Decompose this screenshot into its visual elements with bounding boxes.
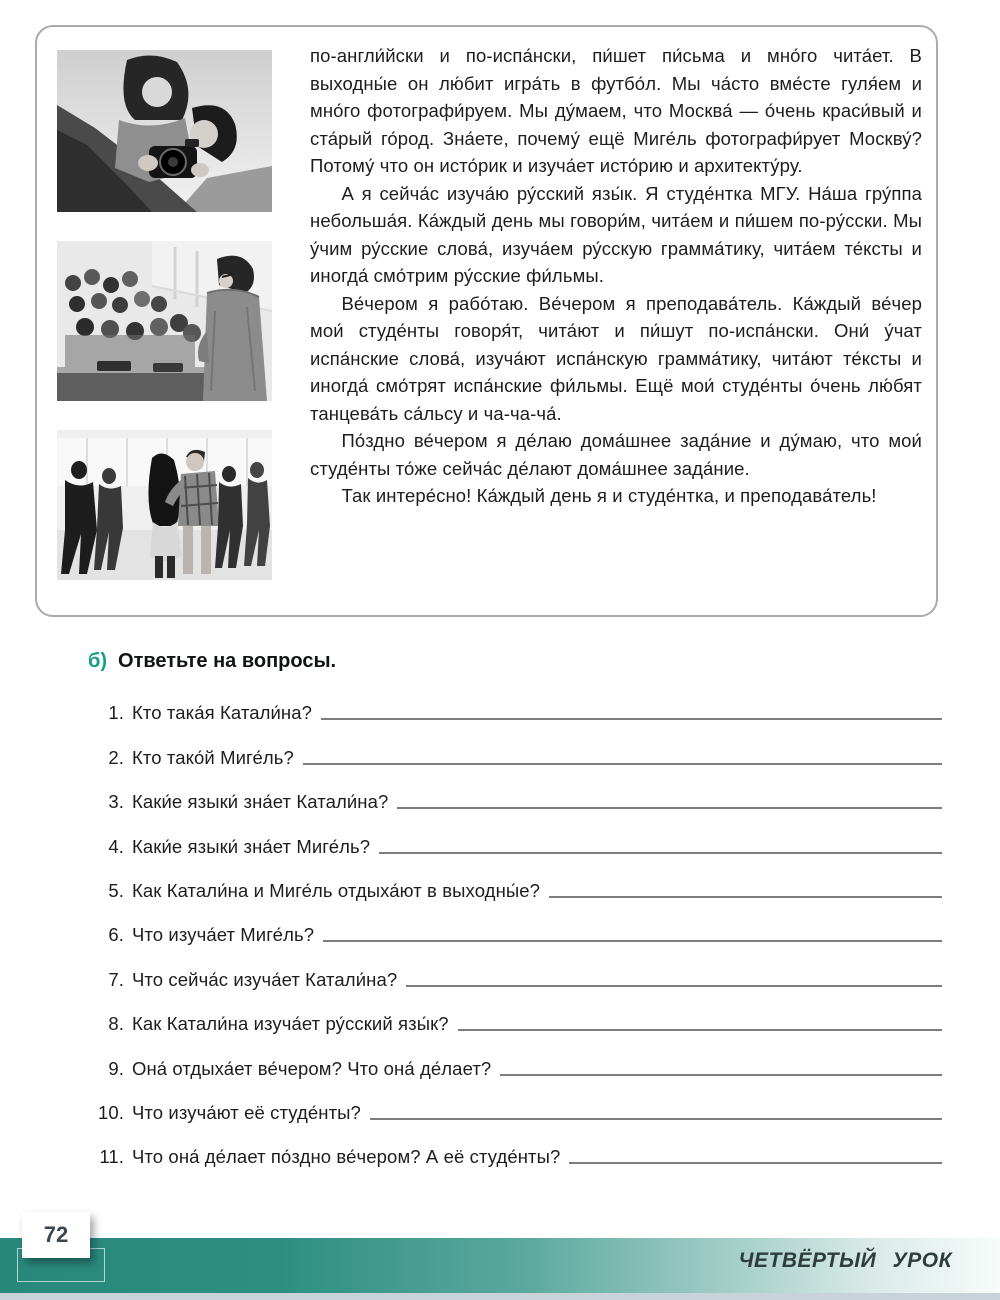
- answer-blank-line: [397, 807, 942, 809]
- couple-with-camera-photo: [57, 50, 272, 212]
- reading-box: [35, 25, 938, 617]
- question-row: [88, 1035, 942, 1079]
- question-row: [88, 680, 942, 724]
- answer-blank-line: [379, 852, 942, 854]
- question-number: 2.: [108, 746, 124, 768]
- question-number: 6.: [108, 924, 124, 946]
- question-text: Как Катали́на и Миге́ль отдыха́ют в выходны́е?: [132, 879, 541, 901]
- paragraph-4: По́здно ве́чером я де́лаю дома́шнее зада́ние и ду́маю, что мои́ студе́нты то́же сейча́с де́лают дома́шнее зада́ние.: [310, 430, 922, 479]
- question-row: [88, 724, 942, 768]
- question-number: 11.: [99, 1146, 124, 1168]
- question-number: 5.: [108, 879, 124, 901]
- question-row: [88, 946, 942, 990]
- question-number: 1.: [108, 702, 124, 724]
- answer-blank-line: [549, 896, 942, 898]
- paragraph-2: А я сейча́с изуча́ю ру́сский язы́к. Я студе́нтка МГУ. На́ша гру́ппа небольша́я. Ка́ждый день мы говори́м, чита́ем и пи́шем по-ру́сски. Мы у́чим ру́сские слова́, изуча́ем ру́сскую грамма́тику, чита́ем те́ксты и иногда́ смо́трим ру́сские фи́льмы.: [310, 182, 922, 286]
- paragraph-3: Ве́чером я рабо́таю. Ве́чером я преподава́тель. Ка́ждый ве́чер мои́ студе́нты говоря́т, чита́ют и пи́шут по-испа́нски. Они́ у́чат испа́нские слова́, изуча́ют испа́нскую грамма́тику, чита́ют те́ксты и иногда́ смо́трят испа́нские фи́льмы. Ещё мои́ студе́нты о́чень лю́бят танцева́ть са́льсу и ча-ча-ча́.: [310, 292, 922, 424]
- question-number: 7.: [108, 968, 124, 990]
- question-text: Кто така́я Катали́на?: [132, 702, 313, 724]
- question-text: Что сейча́с изуча́ет Катали́на?: [132, 968, 398, 990]
- question-number: 9.: [108, 1057, 124, 1079]
- question-number: 4.: [108, 835, 124, 857]
- answer-blank-line: [303, 763, 942, 765]
- exercise-heading: [88, 650, 336, 673]
- classroom-lecture-photo: [57, 241, 272, 401]
- paragraph-5: Так интере́сно! Ка́ждый день я и студе́нтка, и преподава́тель!: [341, 485, 877, 506]
- question-text: Кто тако́й Миге́ль?: [132, 746, 294, 768]
- question-row: [88, 1080, 942, 1124]
- answer-blank-line: [500, 1074, 942, 1076]
- answer-blank-line: [323, 940, 942, 942]
- answer-blank-line: [569, 1162, 942, 1164]
- question-row: [88, 902, 942, 946]
- reading-text: [310, 42, 922, 510]
- bottom-edge-strip: [0, 1293, 1000, 1300]
- question-text: Что изуча́ют её студе́нты?: [132, 1101, 361, 1123]
- answer-blank-line: [406, 985, 942, 987]
- question-number: 10.: [97, 1101, 124, 1123]
- question-row: [88, 1124, 942, 1168]
- question-list: [88, 680, 942, 1168]
- question-row: [88, 813, 942, 857]
- answer-blank-line: [370, 1118, 942, 1120]
- question-number: 3.: [108, 791, 124, 813]
- exercise-marker: б): [88, 650, 108, 672]
- question-row: [88, 991, 942, 1035]
- question-row: [88, 769, 942, 813]
- page-number: 72: [22, 1212, 90, 1258]
- question-number: 8.: [108, 1013, 124, 1035]
- question-text: Что изуча́ет Миге́ль?: [132, 924, 315, 946]
- answer-blank-line: [458, 1029, 942, 1031]
- photo-column: [57, 50, 272, 580]
- question-text: Что она́ де́лает по́здно ве́чером? А её студе́нты?: [132, 1146, 561, 1168]
- exercise-title: Ответьте на вопросы.: [118, 650, 337, 672]
- question-text: Как Катали́на изуча́ет ру́сский язы́к?: [132, 1013, 449, 1035]
- lesson-label: ЧЕТВЁРТЫЙ УРОК: [738, 1249, 952, 1272]
- footer-bar: [0, 1238, 1000, 1293]
- paragraph-1: по-англи́йски и по-испа́нски, пи́шет пи́сьма и мно́го чита́ет. В выходны́е он лю́бит игра́ть в футбо́л. Мы ча́сто вме́сте гуля́ем и мно́го фотографи́руем. Мы ду́маем, что Москва́ — о́чень краси́вый и ста́рый го́род. Зна́ете, почему́ ещё Миге́ль фотографи́рует Москву́? Потому́ что он исто́рик и изуча́ет исто́рию и архитекту́ру.: [310, 45, 922, 176]
- dance-class-photo: [57, 430, 272, 580]
- question-row: [88, 858, 942, 902]
- question-text: Каки́е языки́ зна́ет Миге́ль?: [132, 835, 371, 857]
- answer-blank-line: [321, 718, 942, 720]
- question-text: Она́ отдыха́ет ве́чером? Что она́ де́лает?: [132, 1057, 492, 1079]
- question-text: Каки́е языки́ зна́ет Катали́на?: [132, 791, 389, 813]
